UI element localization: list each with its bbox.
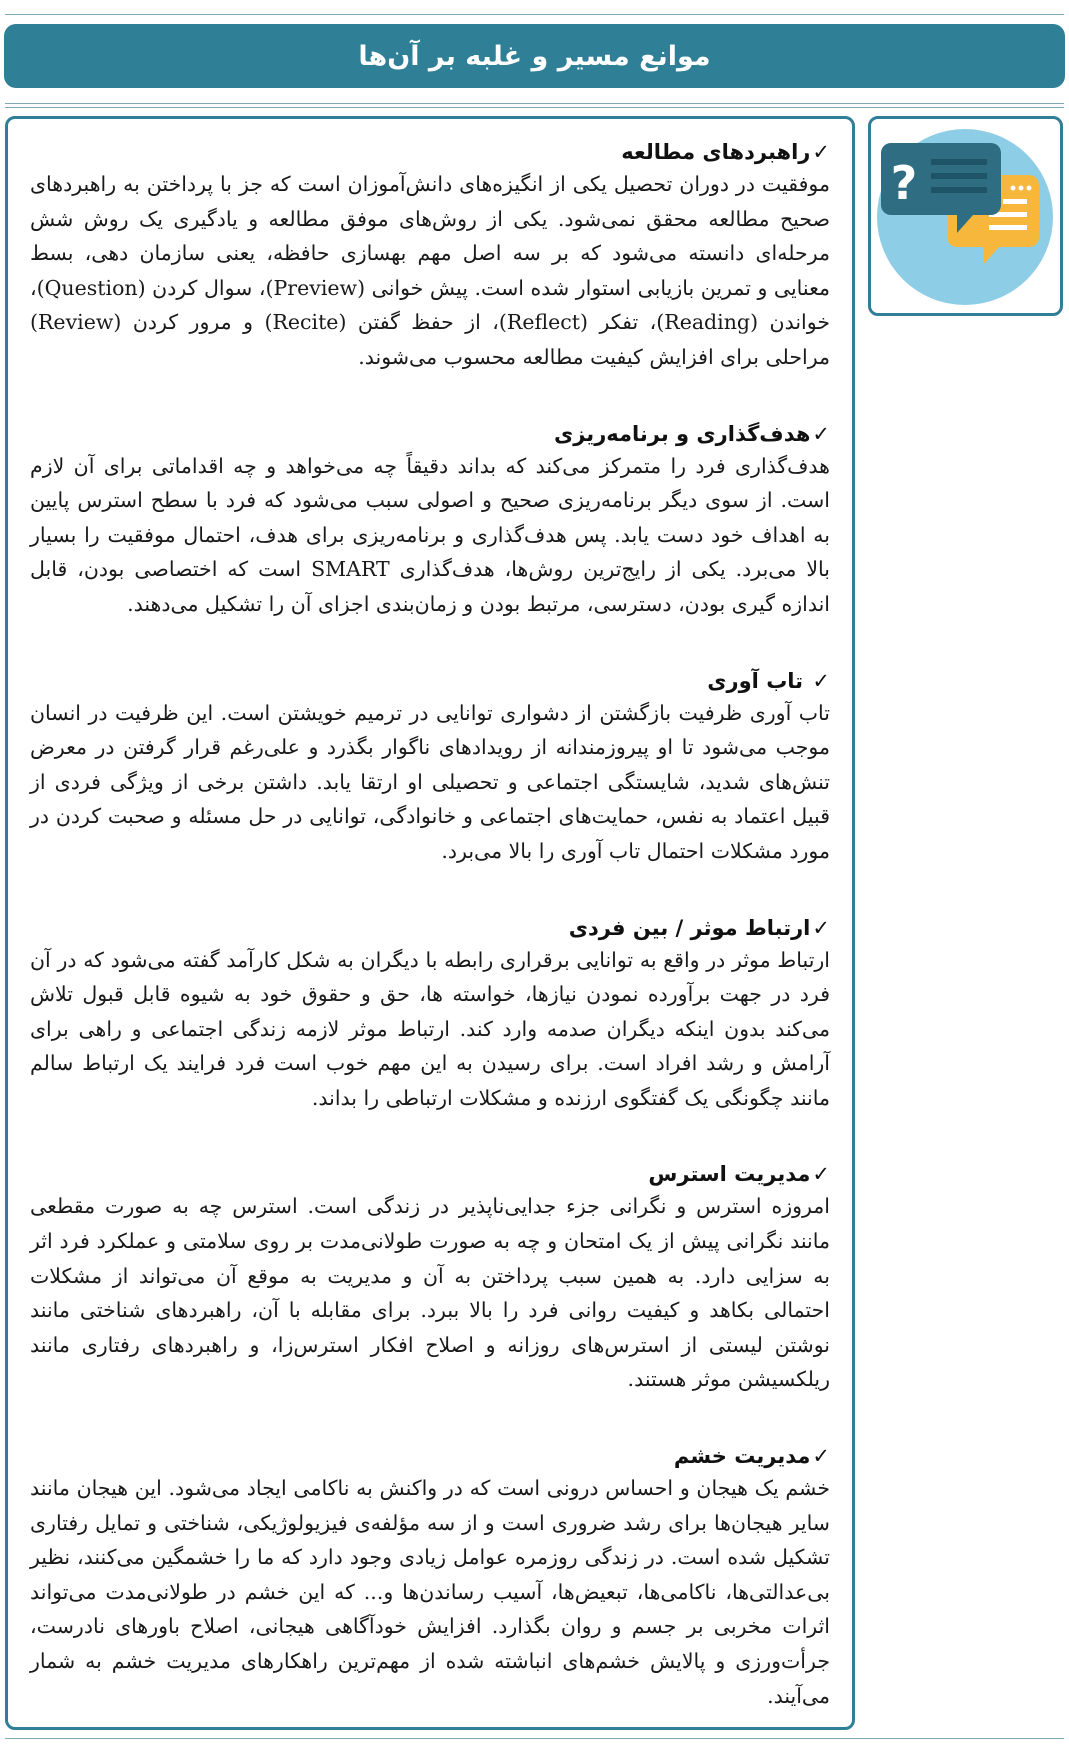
- orange-bubble-dot: [1027, 186, 1032, 191]
- section-heading-text: ارتباط موثر / بین فردی: [568, 915, 811, 940]
- header-divider: [5, 103, 1064, 104]
- section-paragraph: خشم یک هیجان و احساس درونی است که در واکنش به ناکامی ایجاد می‌شود. این هیجان مانند سایر هیجان‌ها برای رشد ضروری است و از سه مؤلفه‌ی فیزیولوژیکی، شناختی و تمایل رفتاری تشکیل شده است. در زندگی روزمره عوامل زیادی وجود دارد که ما را خشمگین می‌کنند، نظیر بی‌عدالتی‌ها، ناکامی‌ها، تبعیض‌ها، آسیب رساندن‌ها و... که این خشم در طولانی‌مدت می‌تواند اثرات مخربی بر جسم و روان بگذارد. افزایش خودآگاهی هیجانی، اصلاح باورهای نادرست، جرأت‌ورزی و پالایش خشم‌های انباشته شده از مهم‌ترین راهکارهای مدیریت خشم به شمار می‌آیند.: [30, 1476, 830, 1708]
- content-body: [30, 137, 830, 1713]
- teal-bubble-line: [931, 173, 987, 179]
- chat-bubbles-question-icon: [871, 119, 1060, 313]
- section-heading: [30, 419, 830, 449]
- section-heading-text: هدف‌گذاری و برنامه‌ریزی: [554, 421, 811, 446]
- section-effective-communication: [30, 913, 830, 1116]
- header-divider-secondary: [5, 107, 1064, 108]
- section-goal-setting: [30, 419, 830, 622]
- section-heading-text: تاب آوری: [707, 668, 804, 693]
- section-paragraph: تاب آوری ظرفیت بازگشتن از دشواری توانایی در ترمیم خویشتن است. این ظرفیت در انسان موجب می‌شود تا او پیروزمندانه از رویدادهای ناگوار بگذرد و علی‌رغم قرار گرفتن در معرض تنش‌های شدید، شایستگی اجتماعی و تحصیلی او ارتقا یابد. داشتن برخی از ویژگی فردی از قبیل اعتماد به نفس، حمایت‌های اجتماعی و خانوادگی، توانایی در حل مسئله و صحبت کردن در مورد مشکلات احتمال تاب آوری را بالا می‌برد.: [30, 700, 830, 863]
- orange-bubble-dot: [1011, 186, 1016, 191]
- section-resilience: [30, 666, 830, 869]
- orange-bubble-dot: [1019, 186, 1024, 191]
- header-banner: [4, 24, 1065, 88]
- section-heading: [30, 666, 830, 696]
- section-paragraph: هدف‌گذاری فرد را متمرکز می‌کند که بداند دقیقاً چه می‌خواهد و چه اقداماتی برای آن لازم است. از سوی دیگر برنامه‌ریزی صحیح و اصولی سبب می‌شود که فرد با سطح استرس پایین به اهداف خود دست یابد. پس هدف‌گذاری و برنامه‌ریزی برای هدف، احتمال موفقیت را بسیار بالا می‌برد. یکی از رایج‌ترین روش‌ها، هدف‌گذاری SMART است که اختصاصی بودن، قابل اندازه گیری بودن، دسترسی، مرتبط بودن و زمان‌بندی اجزای آن را تشکیل می‌دهند.: [30, 453, 830, 616]
- top-divider: [5, 14, 1064, 15]
- section-heading-text: راهبردهای مطالعه: [621, 140, 811, 164]
- orange-bubble-line: [989, 225, 1027, 230]
- section-heading-text: مدیریت استرس: [648, 1162, 811, 1187]
- illustration-frame: [868, 116, 1063, 316]
- checkmark-icon: ✓: [812, 1162, 830, 1187]
- question-mark-icon: ?: [890, 156, 918, 210]
- section-heading: [30, 1441, 830, 1471]
- section-heading: [30, 137, 830, 167]
- checkmark-icon: ✓: [812, 668, 830, 693]
- checkmark-icon: ✓: [812, 1444, 830, 1469]
- section-study-strategies: [30, 137, 830, 375]
- section-heading: [30, 1159, 830, 1189]
- teal-bubble-line: [931, 159, 987, 165]
- section-anger-management: [30, 1441, 830, 1713]
- content-panel: [5, 116, 855, 1730]
- section-stress-management: [30, 1159, 830, 1397]
- section-heading-text: مدیریت خشم: [673, 1444, 811, 1469]
- page-title: موانع مسیر و غلبه بر آن‌ها: [358, 40, 711, 72]
- section-paragraph: امروزه استرس و نگرانی جزء جدایی‌ناپذیر در زندگی است. استرس چه به صورت مقطعی مانند نگرانی پیش از یک امتحان و چه به صورت طولانی‌مدت بر روی سلامتی و عملکرد فرد اثر به سزایی دارد. به همین سبب پرداختن به آن و مدیریت به موقع آن می‌تواند از مشکلات احتمالی بکاهد و کیفیت روانی فرد را بالا ببرد. برای مقابله با آن، راهبردهای شناختی مانند نوشتن لیستی از استرس‌های روزانه و اصلاح افکار استرس‌زا، و راهبردهای رفتاری مانند ریلکسیشن موثر هستند.: [30, 1194, 830, 1392]
- bottom-divider: [5, 1738, 1064, 1739]
- checkmark-icon: ✓: [812, 140, 830, 164]
- checkmark-icon: ✓: [812, 421, 830, 446]
- checkmark-icon: ✓: [812, 915, 830, 940]
- orange-bubble-line: [1003, 199, 1027, 204]
- section-heading: [30, 913, 830, 943]
- section-paragraph: ارتباط موثر در واقع به توانایی برقراری رابطه با دیگران به شکل کارآمد گفته می‌شود که در آن فرد در جهت برآورده نمودن نیازها، خواسته ها، حق و حقوق خود به شیوه قابل قبول تلاش می‌کند بدون اینکه دیگران صدمه وارد کند. ارتباط موثر لازمه زندگی اجتماعی و راهی برای آرامش و رشد افراد است. برای رسیدن به این مهم خوب است فرد فرایند یک ارتباط سالم مانند چگونگی یک گفتگوی ارزنده و مشکلات ارتباطی را بداند.: [30, 947, 830, 1110]
- teal-bubble-line: [931, 187, 987, 193]
- section-paragraph: موفقیت در دوران تحصیل یکی از انگیزه‌های دانش‌آموزان است که جز با پرداختن به راهبردهای صحیح مطالعه محقق نمی‌شود. یکی از روش‌های موفق مطالعه و یادگیری یک روش شش مرحله‌ای دانسته می‌شود که بر سه اصل مهم بهسازی حافظه، یعنی سازمان دهی، بسط معنایی و تمرین بازیابی استوار شده است. پیش خوانی (Preview)، سوال کردن (Question)، خواندن (Reading)، تفکر (Reflect)، از حفظ گفتن (Recite) و مرور کردن (Review) مراحلی برای افزایش کیفیت مطالعه محسوب می‌شوند.: [30, 172, 830, 369]
